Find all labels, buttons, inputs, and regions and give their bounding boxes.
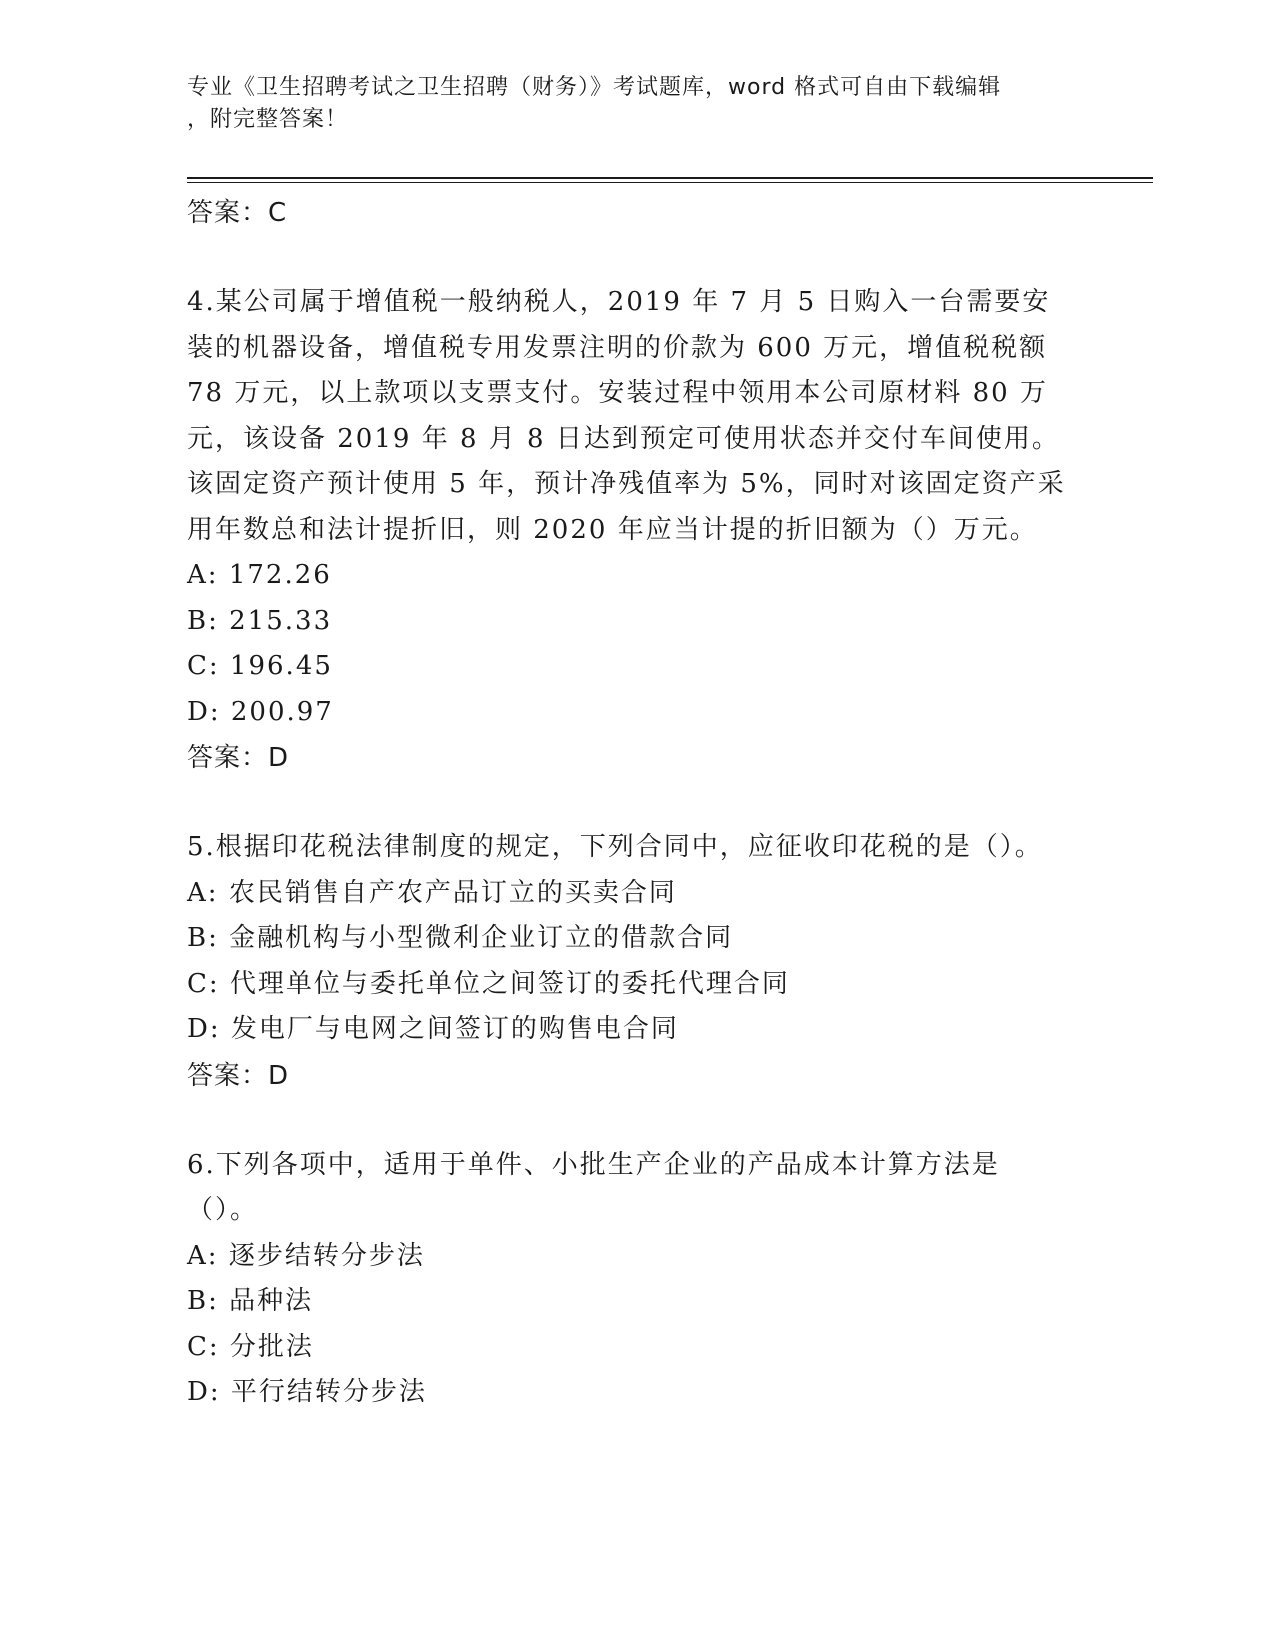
question-answer: 答案：D [187,743,290,773]
option-text: 196.45 [229,651,333,681]
option-a [187,871,1087,917]
question-text: 6.下列各项中，适用于单件、小批生产企业的产品成本计算方法是（）。 [187,1149,1000,1225]
option-letter: C: [187,1331,220,1362]
option-a [187,1234,1087,1280]
option-d [187,690,1087,736]
question-4 [187,280,1087,781]
option-b [187,599,1087,645]
option-letter: A: [187,560,219,590]
previous-answer: 答案：C [187,198,288,228]
question-list [187,190,1087,1416]
option-d [187,1007,1087,1053]
option-letter: D: [187,1014,221,1044]
option-c [187,962,1087,1008]
option-text: 发电厂与电网之间签订的购售电合同 [230,1014,679,1044]
option-c [187,1325,1087,1371]
question-text: 4.某公司属于增值税一般纳税人，2019 年 7 月 5 日购入一台需要安装的机器设备，增值税专用发票注明的价款为 600 万元，增值税税额 78 万元，以上款项以支票支付。安装过程中领用本公司原材料 80 万元，该设备 2019 年 8 月 8 日达到预定可使用状态并交付车间使用。该固定资产预计使用 5 年，预计净残值率为 5%，同时对该固定资产采用年数总和法计提折旧，则 2020 年应当计提的折旧额为（）万元。 [187,287,1066,545]
header-rule-thin [187,182,1153,183]
option-letter: B: [187,1286,219,1316]
header-title-line-2: ，附完整答案！ [187,107,349,132]
option-text: 农民销售自产农产品订立的买卖合同 [228,877,677,908]
option-d [187,1370,1087,1416]
question-5 [187,825,1087,1099]
option-letter: B: [187,605,219,636]
option-b [187,916,1087,962]
option-text: 逐步结转分步法 [228,1240,425,1271]
option-letter: D: [187,696,221,727]
option-text: 平行结转分步法 [230,1377,427,1407]
option-text: 代理单位与委托单位之间签订的委托代理合同 [229,968,790,999]
option-b [187,1279,1087,1325]
option-letter: A: [187,877,219,908]
header-rule-thick [187,177,1153,179]
document-header [187,72,1067,136]
option-letter: B: [187,923,219,953]
option-letter: C: [187,968,220,999]
option-text: 215.33 [229,605,333,636]
header-title-line-1: 专业《卫生招聘考试之卫生招聘（财务）》考试题库，word 格式可自由下载编辑 [187,75,1002,100]
option-text: 品种法 [229,1286,314,1316]
option-c [187,644,1087,690]
question-answer: 答案：D [187,1060,290,1091]
option-text: 172.26 [228,560,332,590]
option-text: 分批法 [229,1331,314,1362]
option-text: 200.97 [230,696,334,727]
question-6 [187,1143,1087,1416]
option-letter: A: [187,1240,219,1271]
option-letter: D: [187,1377,221,1407]
option-a [187,553,1087,599]
option-text: 金融机构与小型微利企业订立的借款合同 [229,923,734,953]
question-text: 5.根据印花税法律制度的规定，下列合同中，应征收印花税的是（）。 [187,832,1043,862]
option-letter: C: [187,651,220,681]
